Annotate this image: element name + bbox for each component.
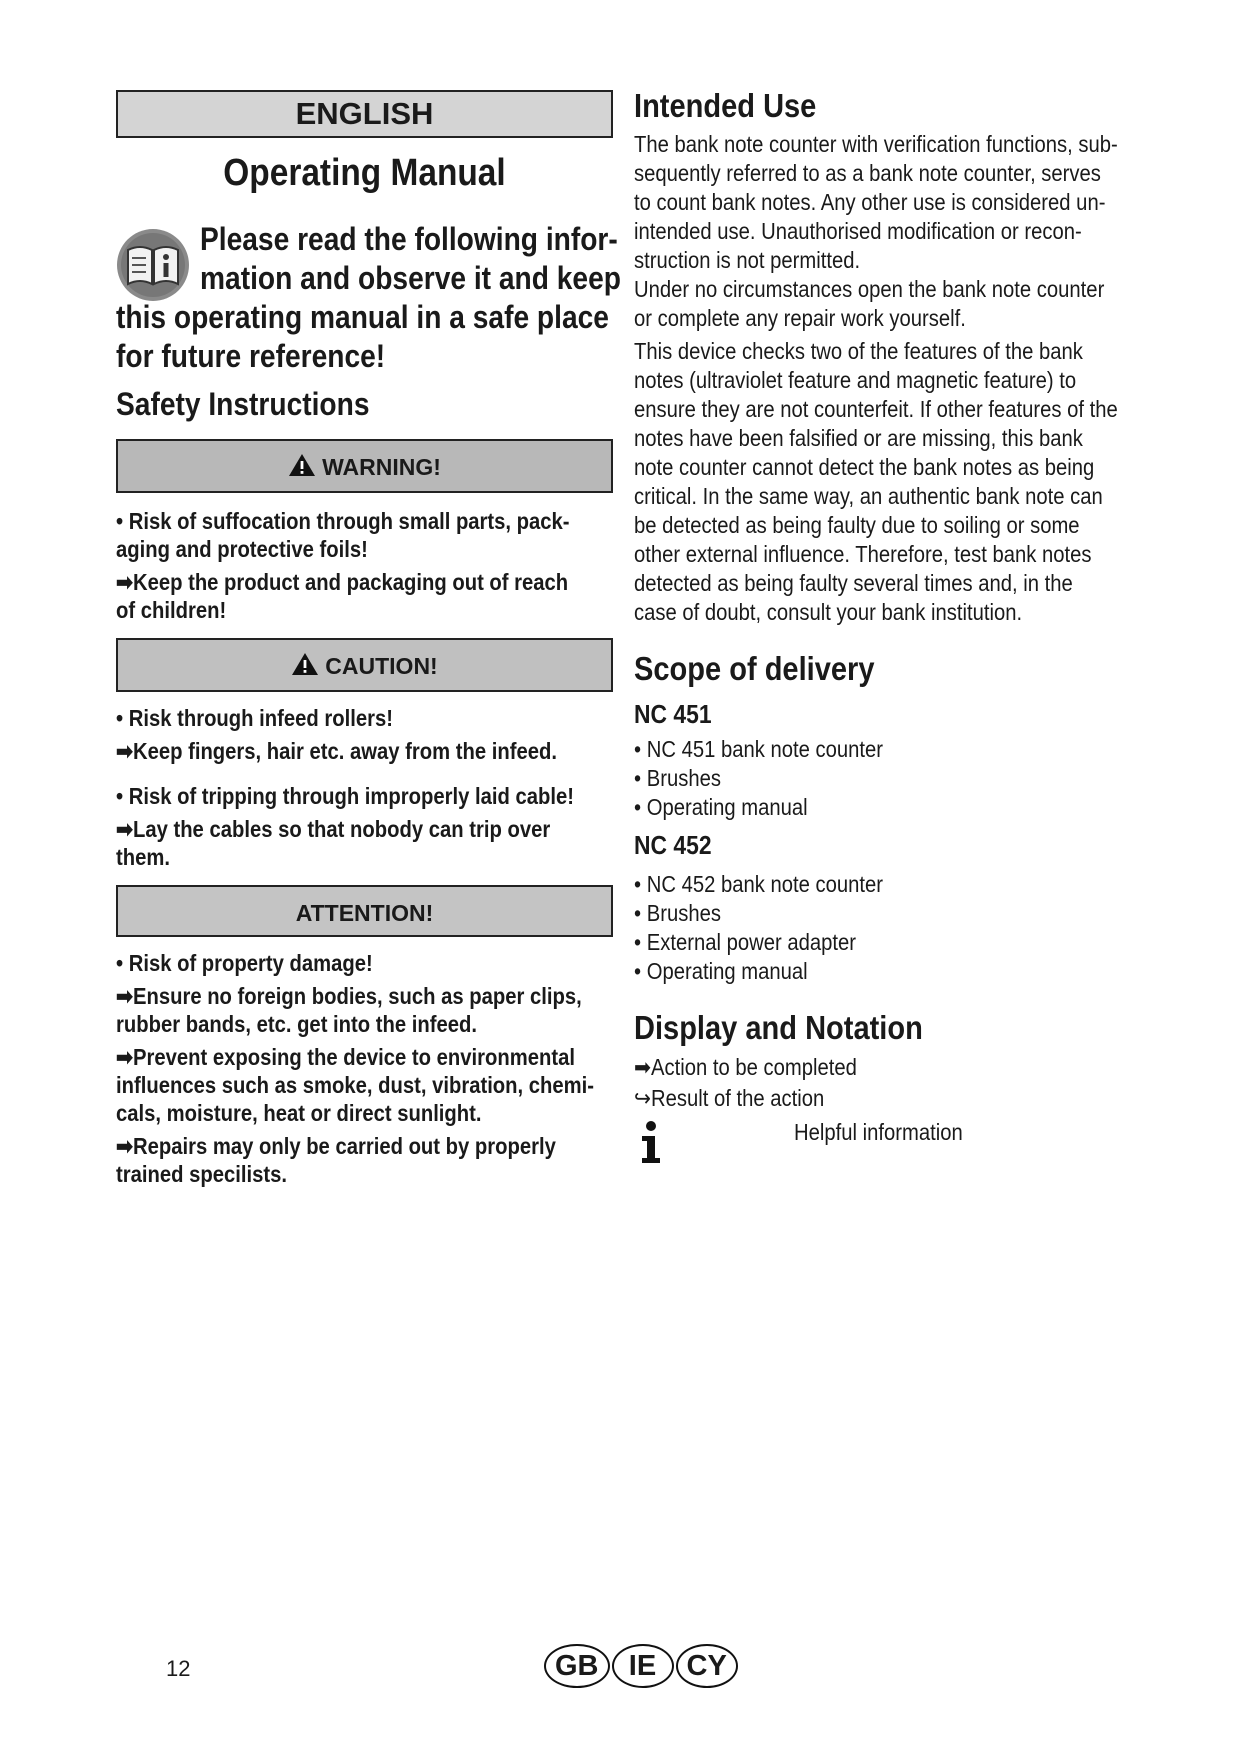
safety-heading: Safety Instructions	[116, 386, 370, 422]
caution-item: ➡Lay the cables so that nobody can trip over them.	[116, 816, 551, 870]
caution-item: • Risk through infeed rollers!	[116, 705, 393, 731]
page-number: 12	[166, 1656, 191, 1681]
manual-title: Operating Manual	[223, 152, 506, 194]
caution-box	[116, 638, 613, 692]
list-item: • Brushes	[634, 765, 721, 791]
attention-box	[116, 885, 613, 937]
intended-use-paragraph: The bank note counter with verification functions, sub- sequently referred to as a bank note counter, serves to count bank notes. Any other use is considered un- intended use. Unauthorised modification or recon- struction is not permitted.	[634, 131, 1118, 273]
info-label: Helpful information	[794, 1119, 963, 1145]
intro-notice	[116, 220, 621, 380]
list-item: • Operating manual	[634, 958, 808, 984]
action-notation: ➡Action to be completed	[634, 1054, 857, 1080]
country-code: GB	[544, 1644, 610, 1688]
warning-triangle-icon	[291, 652, 319, 676]
list-item: • Operating manual	[634, 794, 808, 820]
caution-item: ➡Keep fingers, hair etc. away from the infeed.	[116, 738, 558, 764]
model-items	[634, 870, 1154, 986]
intended-use-heading: Intended Use	[634, 87, 817, 124]
scope-heading: Scope of delivery	[634, 650, 875, 687]
warning-item: ➡Keep the product and packaging out of reach of children!	[116, 569, 569, 623]
model-name: NC 452	[634, 830, 712, 860]
intended-use-paragraph: Under no circumstances open the bank note counter or complete any repair work yourself.	[634, 276, 1105, 331]
list-item: • Brushes	[634, 900, 721, 926]
intended-use-paragraph: This device checks two of the features of the bank notes (ultraviolet feature and magnetic feature) to ensure they are not counterfeit. If other features of the notes have been falsified or are missing, this bank note counter cannot detect the bank notes as being critical. In the same way, an authentic bank note can be detected as being faulty due to soiling or some other external influence. Therefore, test bank notes detected as being faulty several times and, in the case of doubt, consult your bank institution.	[634, 338, 1118, 625]
display-heading: Display and Notation	[634, 1009, 923, 1046]
warning-triangle-icon	[288, 453, 316, 477]
model-items	[634, 735, 1154, 822]
intro-line: for future reference!	[116, 338, 386, 374]
caution-items	[116, 704, 613, 871]
info-icon	[638, 1120, 664, 1164]
language-label-box	[116, 90, 613, 138]
intro-line: mation and observe it and keep	[200, 260, 621, 296]
warning-label: WARNING!	[322, 454, 441, 480]
warning-box	[116, 439, 613, 493]
language-label: ENGLISH	[295, 96, 434, 131]
attention-item: • Risk of property damage!	[116, 950, 373, 976]
attention-item: ➡Prevent exposing the device to environmental influences such as smoke, dust, vibration, chemi- cals, moisture, heat or direct sunlight.	[116, 1044, 595, 1126]
warning-item: • Risk of suffocation through small parts, pack- aging and protective foils!	[116, 508, 570, 562]
caution-item: • Risk of tripping through improperly laid cable!	[116, 783, 575, 809]
result-notation: ↪Result of the action	[634, 1085, 825, 1111]
list-item: • NC 451 bank note counter	[634, 736, 883, 762]
caution-label: CAUTION!	[325, 653, 438, 679]
intro-line: Please read the following infor-	[200, 221, 618, 257]
country-code: CY	[676, 1644, 738, 1688]
country-codes	[544, 1644, 738, 1688]
intro-line: this operating manual in a safe place	[116, 299, 609, 335]
attention-items	[116, 949, 613, 1188]
warning-items	[116, 507, 613, 624]
attention-item: ➡Repairs may only be carried out by properly trained specilists.	[116, 1133, 556, 1187]
list-item: • External power adapter	[634, 929, 856, 955]
left-column	[116, 90, 621, 1188]
model-name: NC 451	[634, 699, 712, 729]
list-item: • NC 452 bank note counter	[634, 871, 883, 897]
country-code: IE	[612, 1644, 674, 1688]
display-notation	[634, 1052, 1154, 1114]
attention-label: ATTENTION!	[295, 900, 434, 926]
book-info-icon	[116, 228, 190, 302]
info-notation	[634, 1118, 1154, 1168]
right-column	[634, 86, 1154, 1168]
attention-item: ➡Ensure no foreign bodies, such as paper clips, rubber bands, etc. get into the infeed.	[116, 983, 582, 1037]
